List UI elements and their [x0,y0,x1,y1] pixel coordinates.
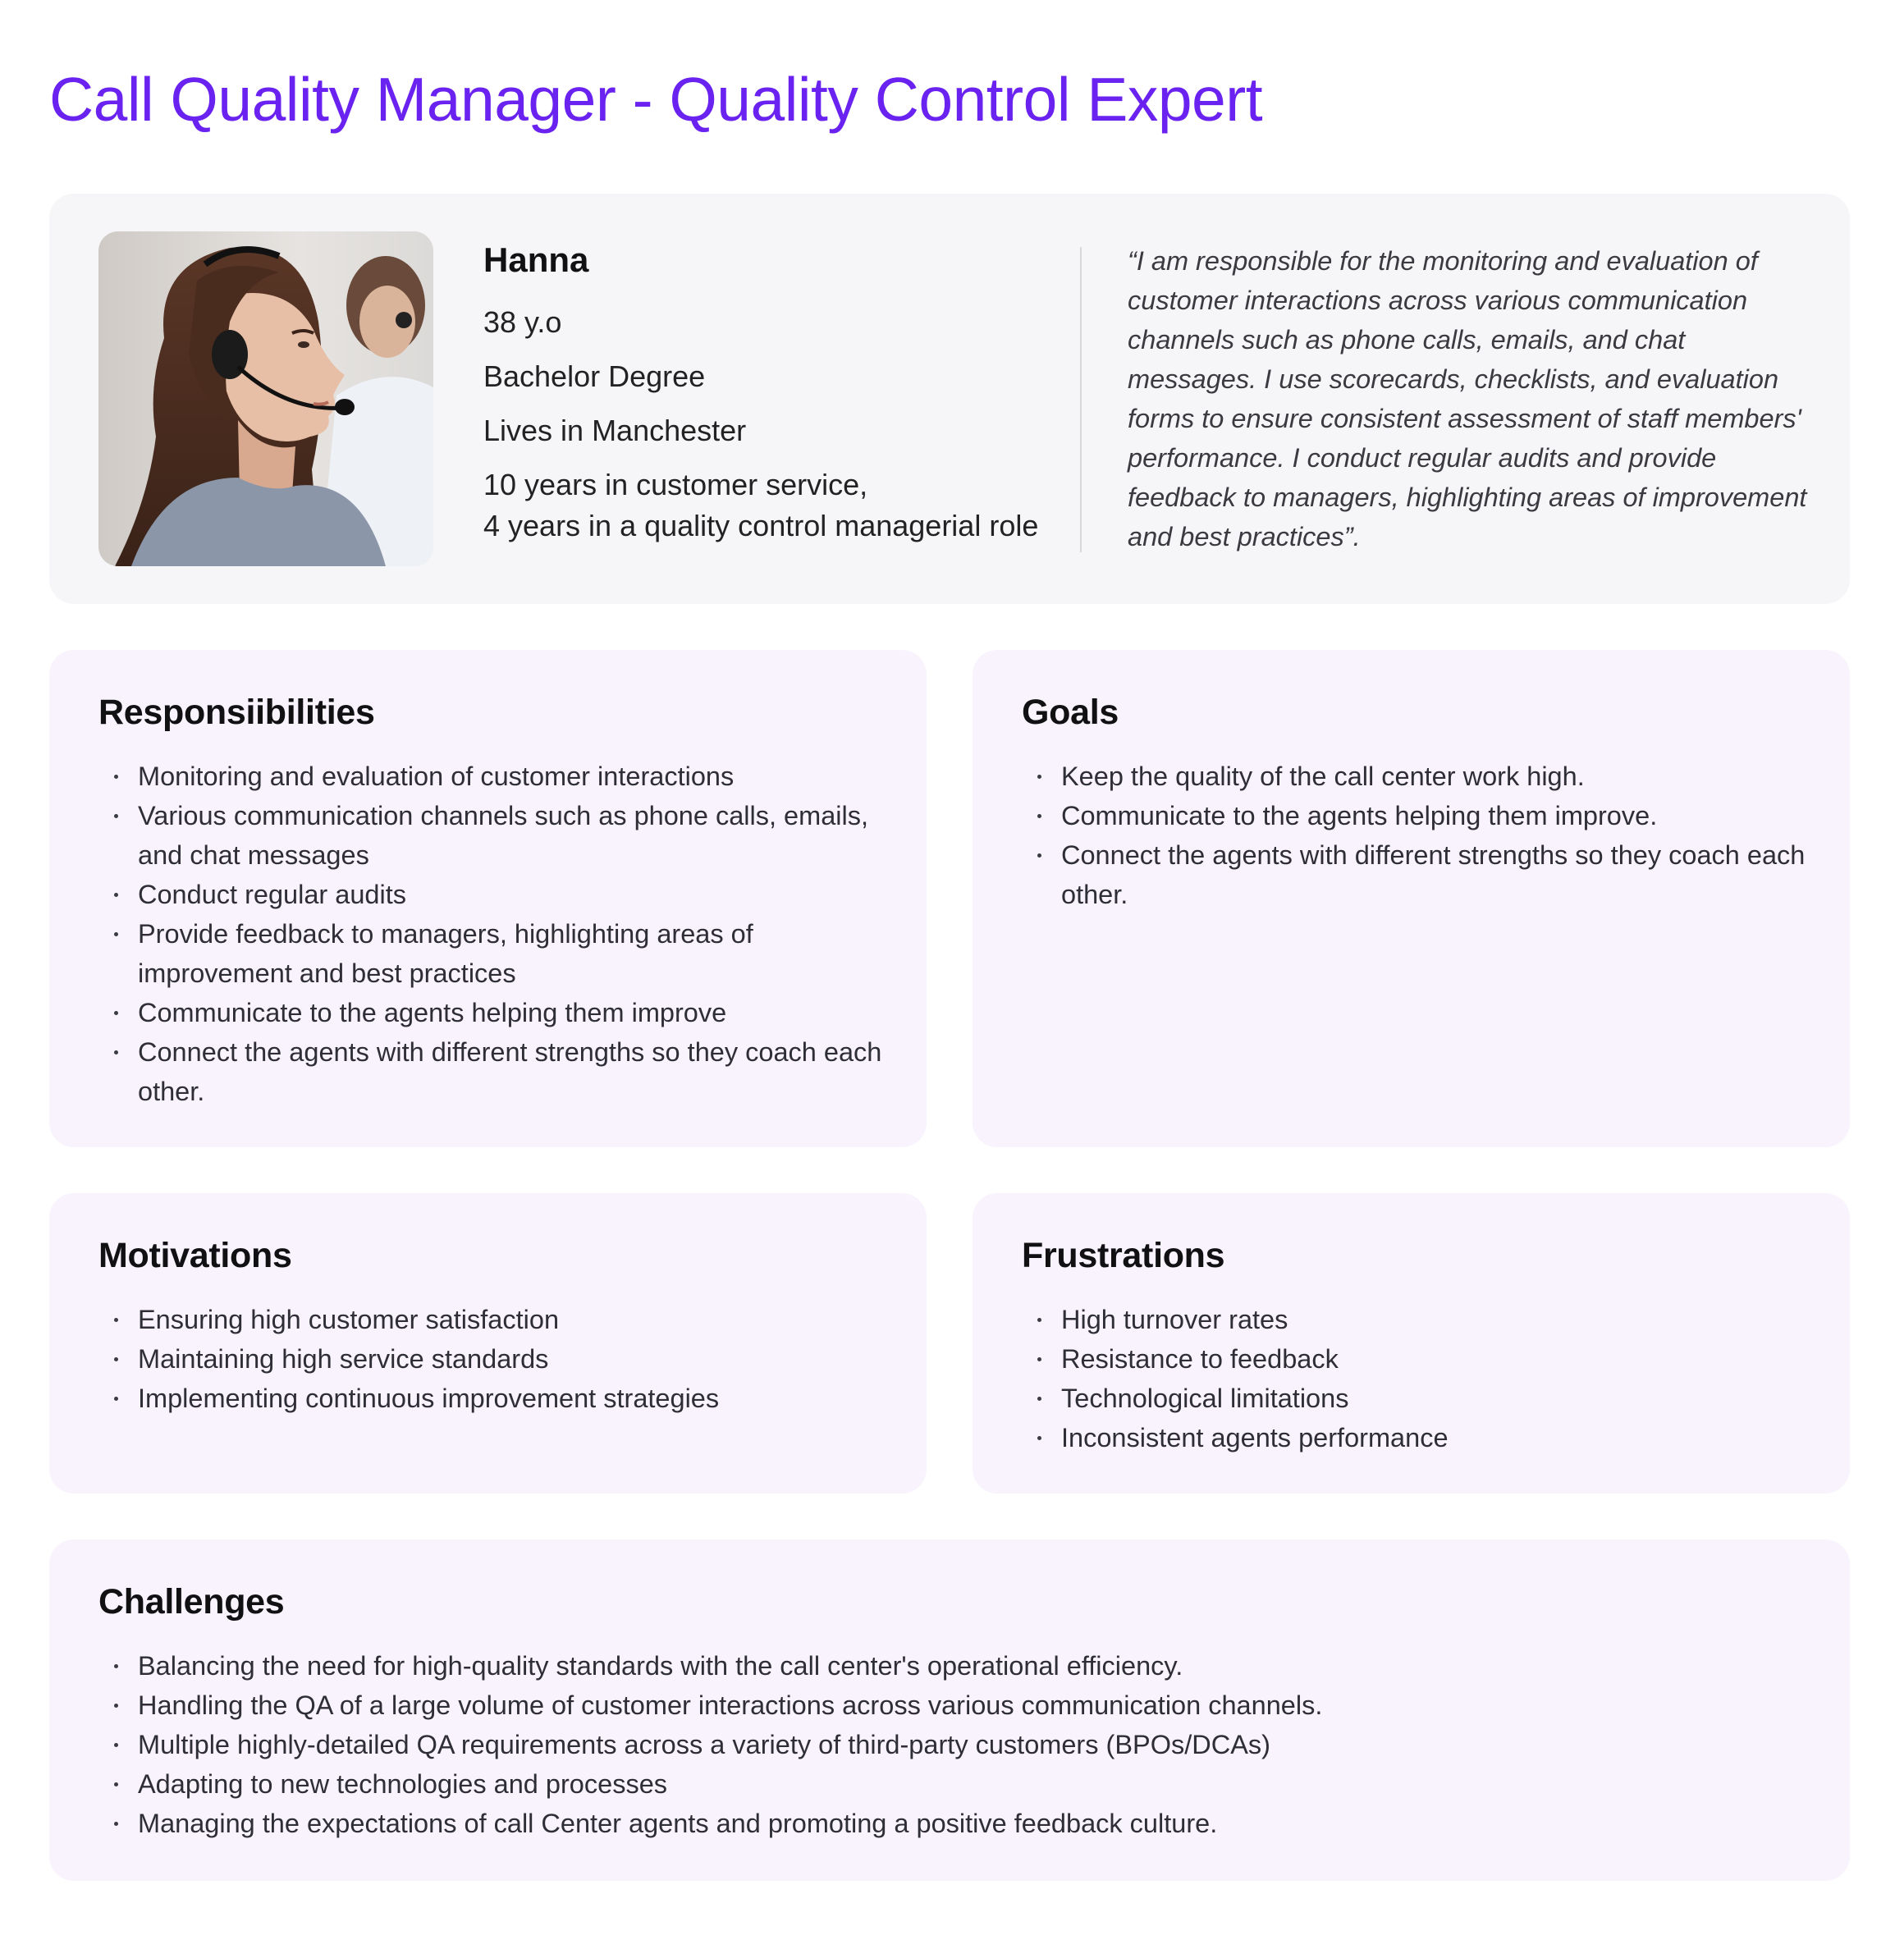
responsibilities-list [98,757,903,1111]
goals-list [1022,757,1810,914]
challenges-card [49,1539,1850,1881]
list-item: High turnover rates [1022,1300,1449,1339]
list-item: Connect the agents with different strengths so they coach each other. [1022,835,1810,914]
challenges-list [98,1646,1806,1843]
profile-card [49,194,1850,604]
list-item: Technological limitations [1022,1379,1449,1418]
list-item: Balancing the need for high-quality standards with the call center's operational efficiency. [98,1646,1806,1686]
motivations-title: Motivations [98,1236,292,1275]
page-title: Call Quality Manager - Quality Control Expert [49,65,1263,134]
list-item: Monitoring and evaluation of customer interactions [98,757,903,796]
list-item: Conduct regular audits [98,875,903,914]
list-item: Handling the QA of a large volume of customer interactions across various communication channels. [98,1686,1806,1725]
goals-title: Goals [1022,693,1119,732]
persona-experience [483,464,1074,547]
persona-location: Lives in Manchester [483,414,747,447]
list-item: Communicate to the agents helping them improve [98,993,903,1032]
responsibilities-title: Responsiibilities [98,693,375,732]
persona-quote: “I am responsible for the monitoring and evaluation of customer interactions across various communication channels such as phone calls, emails, and chat messages. I use scorecards, checklists, and evaluation forms to ensure consistent assessment of staff members' performance. I conduct regular audits and provide feedback to managers, highlighting areas of improvement and best practices”. [1128,246,1807,551]
list-item: Keep the quality of the call center work high. [1022,757,1810,796]
frustrations-title: Frustrations [1022,1236,1225,1275]
list-item: Provide feedback to managers, highlighting areas of improvement and best practices [98,914,903,993]
experience-line-2: 4 years in a quality control managerial role [483,509,1039,542]
motivations-list [98,1300,719,1418]
list-item: Maintaining high service standards [98,1339,719,1379]
frustrations-card [973,1193,1850,1494]
responsibilities-card [49,650,927,1147]
experience-line-1: 10 years in customer service, [483,468,868,501]
goals-card [973,650,1850,1147]
list-item: Managing the expectations of call Center agents and promoting a positive feedback culture. [98,1804,1806,1843]
list-item: Resistance to feedback [1022,1339,1449,1379]
persona-name: Hanna [483,240,589,279]
persona-education: Bachelor Degree [483,359,706,393]
profile-details [483,240,1074,560]
list-item: Various communication channels such as phone calls, emails, and chat messages [98,796,903,875]
list-item: Multiple highly-detailed QA requirements across a variety of third-party customers (BPOs/DCAs) [98,1725,1806,1764]
list-item: Communicate to the agents helping them improve. [1022,796,1810,835]
list-item: Inconsistent agents performance [1022,1418,1449,1457]
list-item: Connect the agents with different strengths so they coach each other. [98,1032,903,1111]
list-item: Adapting to new technologies and processes [98,1764,1806,1804]
frustrations-list [1022,1300,1449,1457]
headset-woman-photo [98,231,433,566]
profile-divider [1080,247,1082,552]
motivations-card [49,1193,927,1494]
list-item: Ensuring high customer satisfaction [98,1300,719,1339]
list-item: Implementing continuous improvement strategies [98,1379,719,1418]
persona-age: 38 y.o [483,305,562,339]
challenges-title: Challenges [98,1582,285,1622]
